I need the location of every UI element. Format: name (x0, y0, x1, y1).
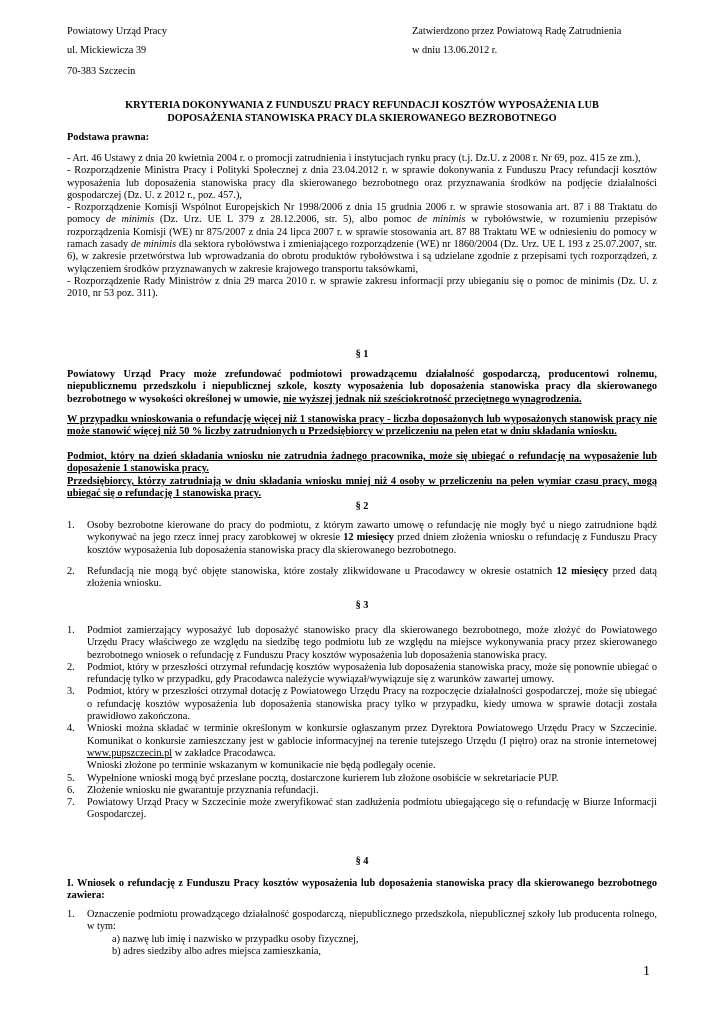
text-run: Powiatowy Urząd Pracy może zrefundować podmiotowi prowadzącemu działalność gospodarczą, producentowi rolnemu, niepublicznemu przedszkolu i niepublicznej szkole, koszty wyposażenia lub doposażenia stanowiska pracy dla skierowanego bezrobotnego w wysokości określonej w umowie, (67, 369, 657, 405)
list-number: 2. (67, 565, 75, 577)
section-1-small-employer-rule: Przedsiębiorcy, którzy zatrudniają w dniu składania wniosku mniej niż 4 osoby w przeliczeniu na pełen wymiar czasu pracy, mogą ubiegać się o refundację 1 stanowiska pracy. (67, 476, 657, 500)
section-3-list (67, 625, 657, 822)
text-run: Podmiot, który w przeszłości otrzymał dotację z Powiatowego Urzędu Pracy na rozpoczęcie działalności gospodarczej, może się ubiegać o refundację kosztów wyposażenia lub doposażenia stanowiska pracy tylko w przypadku, kiedy umowa w sprawie dotacji została prawidłowo zakończona. (87, 686, 657, 723)
list-number: 1. (67, 520, 75, 531)
page-number: 1 (643, 964, 650, 979)
text-run: Wnioski złożone po terminie wskazanym w komunikacie nie będą podlegały ocenie. (87, 760, 436, 772)
section-3-heading: § 3 (355, 600, 369, 611)
document-title (67, 100, 657, 125)
section-2-heading: § 2 (355, 501, 369, 512)
section-2-list (67, 520, 657, 590)
section-4-intro: I. Wniosek o refundację z Funduszu Pracy kosztów wyposażenia lub doposażenia stanowiska pracy dla skierowanego bezrobotnego zawiera: (67, 878, 657, 902)
text-run-bold: 12 miesięcy (343, 532, 394, 544)
text-run: (Dz. Urz. UE L 379 z 28.12.2006, str. 5), albo pomoc (154, 214, 418, 226)
text-run: Wnioski można składać w terminie określonym w konkursie ogłaszanym przez Dyrektora Powiatowego Urzędu Pracy w Szczecinie. Komunikat o konkursie zamieszczany jest w gablocie informacyjnej na terenie tutejszego Urzędu (I piętro) oraz na stronie internetowej (87, 723, 657, 747)
legal-basis-item: - Rozporządzenie Ministra Pracy i Polityki Społecznej z dnia 23.04.2012 r. w sprawie dokonywania z Funduszu Pracy refundacji kosztów wyposażenia lub doposażenia stanowiska pracy dla skierowanego bezrobotnego oraz przyznawania środków na podjęcie działalności gospodarczej (Dz. U. z 2012 r., poz. 457.), (67, 165, 657, 201)
legal-basis-item: - Art. 46 Ustawy z dnia 20 kwietnia 2004 r. o promocji zatrudnienia i instytucjach rynku pracy (t.j. Dz.U. z 2008 r. Nr 69, poz. 415 ze zm.), (67, 153, 641, 164)
list-number: 5. (67, 772, 75, 784)
text-run: Podmiot, który w przeszłości otrzymał refundację kosztów wyposażenia lub doposażenia stanowiska pracy, może się ponownie ubiegać o refundację tylko w przypadku, gdy Pracodawca należycie wywiązał/wywiązuje się z warunków zawartej umowy. (87, 661, 657, 686)
list-number: 1. (67, 625, 75, 636)
list-item (67, 686, 657, 723)
section-1-no-employee-rule: Podmiot, który na dzień składania wniosku nie zatrudnia żadnego pracownika, może się ubiegać o refundację na wyposażenie lub doposażenie 1 stanowiska pracy. (67, 451, 657, 475)
list-item (67, 566, 657, 591)
section-4-heading: § 4 (355, 856, 369, 867)
text-run: Podmiot zamierzający wyposażyć lub doposażyć stanowisko pracy dla skierowanego bezrobotnego, może złożyć do Powiatowego Urzędu Pracy właściwego ze względu na siedzibę tego podmiotu lub ze względu na miejsce wykonywania pracy przez skierowanego bezrobotnego wniosek o refundację z Funduszu Pracy kosztów wyposażenia lub doposażenia stanowiska pracy. (87, 625, 657, 661)
list-number: 1. (67, 909, 75, 920)
section-4-list (67, 909, 657, 958)
header-approval: Zatwierdzono przez Powiatową Radę Zatrudnienia (412, 26, 622, 37)
legal-basis-heading: Podstawa prawna: (67, 132, 150, 143)
list-number: 2. (67, 661, 75, 673)
section-1-heading: § 1 (355, 349, 369, 360)
section-1-body (67, 369, 657, 406)
text-run-italic: de minimis (130, 239, 177, 251)
list-number: 6. (67, 784, 75, 796)
list-item (67, 625, 657, 662)
text-run: - Rozporządzenie Komisji Wspólnot Europejskich Nr 1998/2006 z dnia 15 grudnia 2006 r. w sprawie stosowania art. 87 i 88 Traktatu do pomocy (67, 202, 657, 226)
text-run-italic: de minimis (105, 214, 155, 226)
text-run: Refundacją nie mogą być objęte stanowiska, które zostały zlikwidowane u Pracodawcy w okresie ostatnich (87, 565, 557, 577)
text-run: Powiatowy Urząd Pracy w Szczecinie może zweryfikować stan zadłużenia podmiotu ubiegającego się o refundację w Biurze Informacji Gospodarczej. (87, 797, 657, 821)
text-run: Osoby bezrobotne kierowane do pracy do podmiotu, z którym zawarto umowę o refundację nie mogły być u niego zatrudnione bądź wykonywać na jego rzecz innej pracy zarobkowej w okresie (87, 520, 657, 544)
text-run: w rybołówstwie, w rozumieniu przepisów rozporządzenia Komisji (WE) nr 875/2007 z dnia 24 lipca 2007 r. w sprawie stosowania art. 87 88 Traktatu WE w odniesieniu do pomocy w ramach zasady (67, 214, 658, 251)
text-run: w zakładce Pracodawca. (172, 747, 276, 759)
sub-item: b) adres siedziby albo adres miejsca zamieszkania, (112, 945, 321, 957)
text-run-bold: 12 miesięcy (556, 565, 609, 577)
text-run: dla sektora rybołówstwa i zmieniającego rozporządzenie (WE) nr 1860/2004 (Dz. Urz. UE L 193 z 25.07.2007, str. 6), w zakresie przetwórstwa lub wprowadzania do obrotu produktów rybołówstwa i są udzielane zgodnie z przepisami tych rozporządzeń, z wyłączeniem środków przyznawanych w zakresie krajowego transportu taksówkami, (67, 239, 657, 275)
text-run: Wypełnione wnioski mogą być przesłane pocztą, dostarczone kurierem lub złożone osobiście w sekretariacie PUP. (87, 772, 559, 784)
sub-item: a) nazwę lub imię i nazwisko w przypadku osoby fizycznej, (112, 933, 359, 945)
header-street: ul. Mickiewicza 39 (67, 45, 147, 56)
list-item (67, 662, 657, 687)
text-run: Oznaczenie podmiotu prowadzącego działalność gospodarczą, niepublicznego przedszkola, niepublicznej szkoły lub producenta rolnego, w tym: (87, 909, 657, 933)
list-number: 7. (67, 797, 75, 809)
title-line-1: KRYTERIA DOKONYWANIA Z FUNDUSZU PRACY REFUNDACJI KOSZTÓW WYPOSAŻENIA LUB (125, 100, 599, 111)
text-run-underlined: nie wyższej jednak niż sześciokrotność przeciętnego wynagrodzenia. (283, 393, 582, 405)
list-item (67, 723, 657, 772)
list-item (67, 785, 657, 797)
section-1-multiple-stations-rule: W przypadku wnioskowania o refundację więcej niż 1 stanowiska pracy - liczba doposażonych lub wyposażonych stanowisk pracy nie może stanowić więcej niż 50 % liczby zatrudnionych u Przedsiębiorcy w przeliczeniu na pełen etat w dniu składania wniosku. (67, 414, 657, 438)
header-office-name: Powiatowy Urząd Pracy (67, 26, 168, 37)
legal-basis-item (67, 202, 657, 276)
section-1-paragraph (67, 369, 657, 406)
list-number: 3. (67, 686, 75, 698)
list-item (67, 797, 657, 822)
text-run-italic: de minimis (417, 214, 466, 226)
text-run: przed dniem złożenia wniosku o refundację z Funduszu Pracy kosztów wyposażenia lub doposażenia stanowiska pracy dla skierowanego bezrobotnego. (87, 532, 657, 556)
header-city: 70-383 Szczecin (67, 66, 136, 77)
website-link[interactable]: www.pupszczecin.pl (87, 747, 173, 759)
list-item (67, 773, 657, 785)
text-run: Złożenie wniosku nie gwarantuje przyznania refundacji. (87, 784, 319, 796)
header-approval-date: w dniu 13.06.2012 r. (412, 45, 498, 56)
title-line-2: DOPOSAŻENIA STANOWISKA PRACY DLA SKIEROWANEGO BEZROBOTNEGO (167, 112, 557, 124)
legal-basis-list (67, 153, 657, 301)
list-item (67, 909, 657, 934)
legal-basis-item: - Rozporządzenie Rady Ministrów z dnia 29 marca 2010 r. w sprawie zakresu informacji przy ubieganiu się o pomoc de minimis (Dz. U. z 2010, nr 53 poz. 311). (67, 275, 657, 300)
list-number: 4. (67, 723, 75, 735)
text-run: przed datą złożenia wniosku. (87, 565, 657, 590)
list-item (67, 520, 657, 557)
